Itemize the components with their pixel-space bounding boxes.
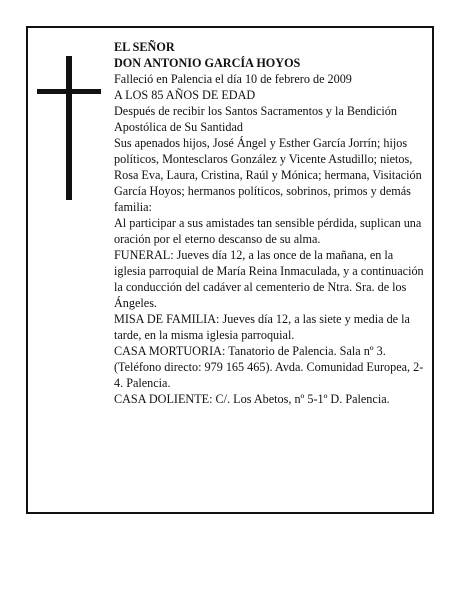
cross-vertical-bar [66,56,72,200]
deceased-name: DON ANTONIO GARCÍA HOYOS [114,56,301,70]
death-line: Falleció en Palencia el día 10 de febrero de 2009 [114,72,352,86]
age-line: A LOS 85 AÑOS DE EDAD [114,88,256,102]
home-paragraph: CASA DOLIENTE: C/. Los Abetos, nº 5-1º D. Palencia. [114,392,390,406]
obituary-frame [26,26,434,514]
cross-horizontal-bar [37,89,101,94]
funeral-paragraph: FUNERAL: Jueves día 12, a las once de la mañana, en la iglesia parroquial de María Reina Inmaculada, y a continuación la conducción del cadáver al cementerio de Ntra. Sra. de los Ángeles. [114,248,424,310]
mass-paragraph: MISA DE FAMILIA: Jueves día 12, a las siete y media de la tarde, en la misma iglesia parroquial. [114,312,410,342]
mortuary-paragraph: CASA MORTUORIA: Tanatorio de Palencia. Sala nº 3. [114,344,386,358]
request-paragraph: Al participar a sus amistades tan sensible pérdida, suplican una oración por el eterno descanso de su alma. [114,216,422,246]
sacraments-paragraph: Después de recibir los Santos Sacramentos y la Bendición Apostólica de Su Santidad [114,104,397,134]
phone-address-paragraph: (Teléfono directo: 979 165 465). Avda. Comunidad Europea, 2-4. Palencia. [114,360,424,390]
obituary-text [114,39,426,407]
family-paragraph: Sus apenados hijos, José Ángel y Esther García Jorrín; hijos políticos, Montesclaros González y Vicente Astudillo; nietos, Rosa Eva, Laura, Cristina, Raúl y Mónica; hermana, Visitación García Hoyos; hermanos políticos, sobrinos, primos y demás familia: [114,136,422,214]
latin-cross-icon [37,56,101,200]
obituary-heading: EL SEÑOR [114,40,175,54]
